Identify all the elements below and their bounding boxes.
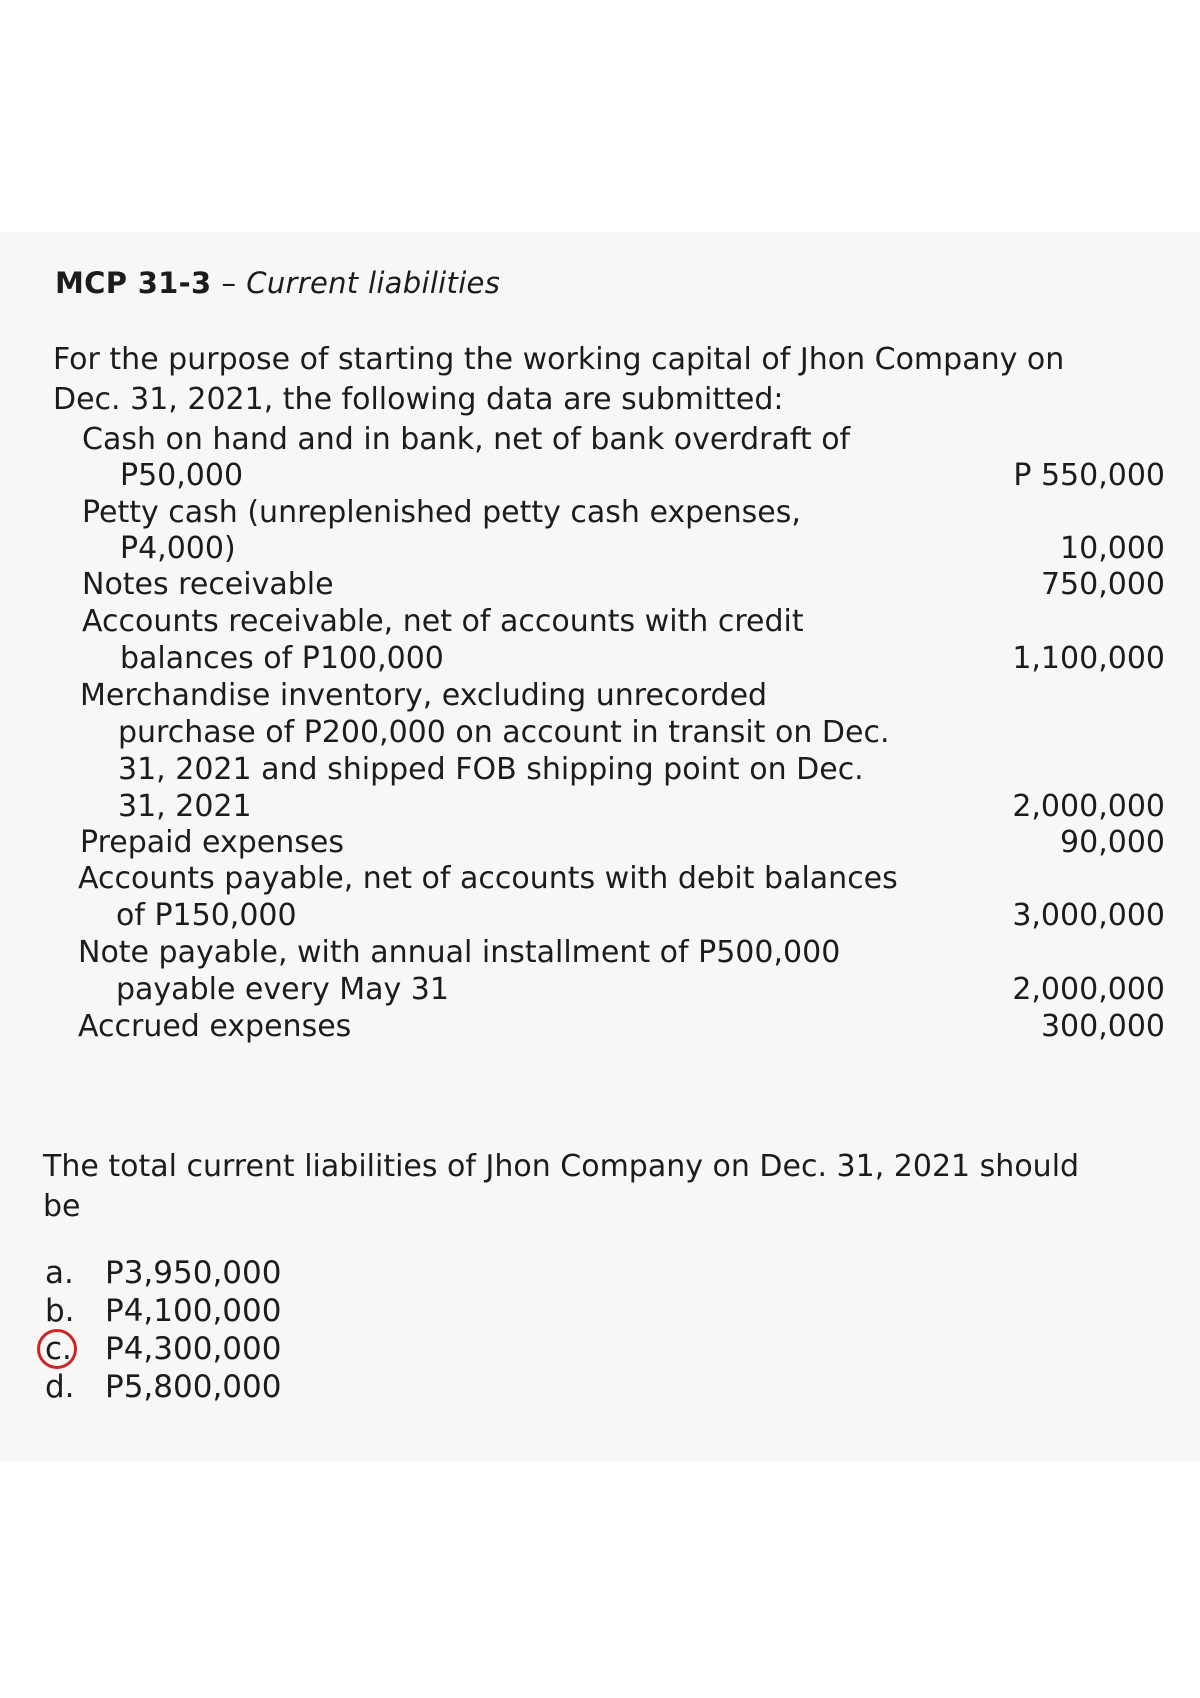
item-text: Accounts payable, net of accounts with debit balances xyxy=(78,861,898,896)
intro-line-2: Dec. 31, 2021, the following data are submitted: xyxy=(53,382,784,417)
answer-circle-mark xyxy=(37,1329,77,1369)
item-amount: 2,000,000 xyxy=(1012,972,1165,1007)
choice-value: P4,300,000 xyxy=(105,1331,282,1367)
item-text: Notes receivable xyxy=(82,567,334,602)
item-text: 31, 2021 xyxy=(118,789,252,824)
item-text: Note payable, with annual installment of P500,000 xyxy=(78,935,841,970)
item-amount: 10,000 xyxy=(1060,531,1165,566)
choice-d xyxy=(45,1368,281,1406)
item-amount: 90,000 xyxy=(1060,825,1165,860)
title-separator: – xyxy=(221,266,237,300)
choice-letter: c. xyxy=(45,1331,72,1367)
item-text: balances of P100,000 xyxy=(120,641,444,676)
item-text: P4,000) xyxy=(120,531,236,566)
choice-a xyxy=(45,1254,281,1292)
answer-choices xyxy=(45,1254,281,1406)
item-amount: 750,000 xyxy=(1040,567,1165,602)
question-text xyxy=(43,1147,1198,1227)
problem-code: MCP 31-3 xyxy=(55,266,212,300)
problem-title xyxy=(55,266,500,300)
item-text: Petty cash (unreplenished petty cash expenses, xyxy=(82,495,801,530)
item-amount: 3,000,000 xyxy=(1012,898,1165,933)
item-amount: 2,000,000 xyxy=(1012,789,1165,824)
choice-letter: b. xyxy=(45,1293,75,1329)
choice-b xyxy=(45,1292,281,1330)
item-text: Accounts receivable, net of accounts with credit xyxy=(82,604,804,639)
item-amount: 1,100,000 xyxy=(1012,641,1165,676)
choice-value: P4,100,000 xyxy=(105,1293,282,1329)
question-line-1: The total current liabilities of Jhon Company on Dec. 31, 2021 should xyxy=(43,1149,1080,1184)
item-text: purchase of P200,000 on account in transit on Dec. xyxy=(118,715,890,750)
question-line-2: be xyxy=(43,1189,81,1224)
item-text: P50,000 xyxy=(120,458,244,493)
item-text: 31, 2021 and shipped FOB shipping point on Dec. xyxy=(118,752,864,787)
choice-letter: d. xyxy=(45,1369,75,1405)
intro-line-1: For the purpose of starting the working capital of Jhon Company on xyxy=(53,342,1065,377)
item-text: Cash on hand and in bank, net of bank overdraft of xyxy=(82,422,851,457)
item-text: of P150,000 xyxy=(116,898,297,933)
choice-c xyxy=(45,1330,281,1368)
choice-value: P5,800,000 xyxy=(105,1369,282,1405)
item-amount: P 550,000 xyxy=(1013,458,1165,493)
item-text: Merchandise inventory, excluding unrecorded xyxy=(80,678,768,713)
item-text: Accrued expenses xyxy=(78,1009,352,1044)
problem-topic: Current liabilities xyxy=(246,266,501,300)
item-text: payable every May 31 xyxy=(116,972,449,1007)
item-text: Prepaid expenses xyxy=(80,825,344,860)
item-amount: 300,000 xyxy=(1040,1009,1165,1044)
choice-value: P3,950,000 xyxy=(105,1255,282,1291)
choice-letter: a. xyxy=(45,1255,74,1291)
problem-intro xyxy=(53,340,1198,420)
